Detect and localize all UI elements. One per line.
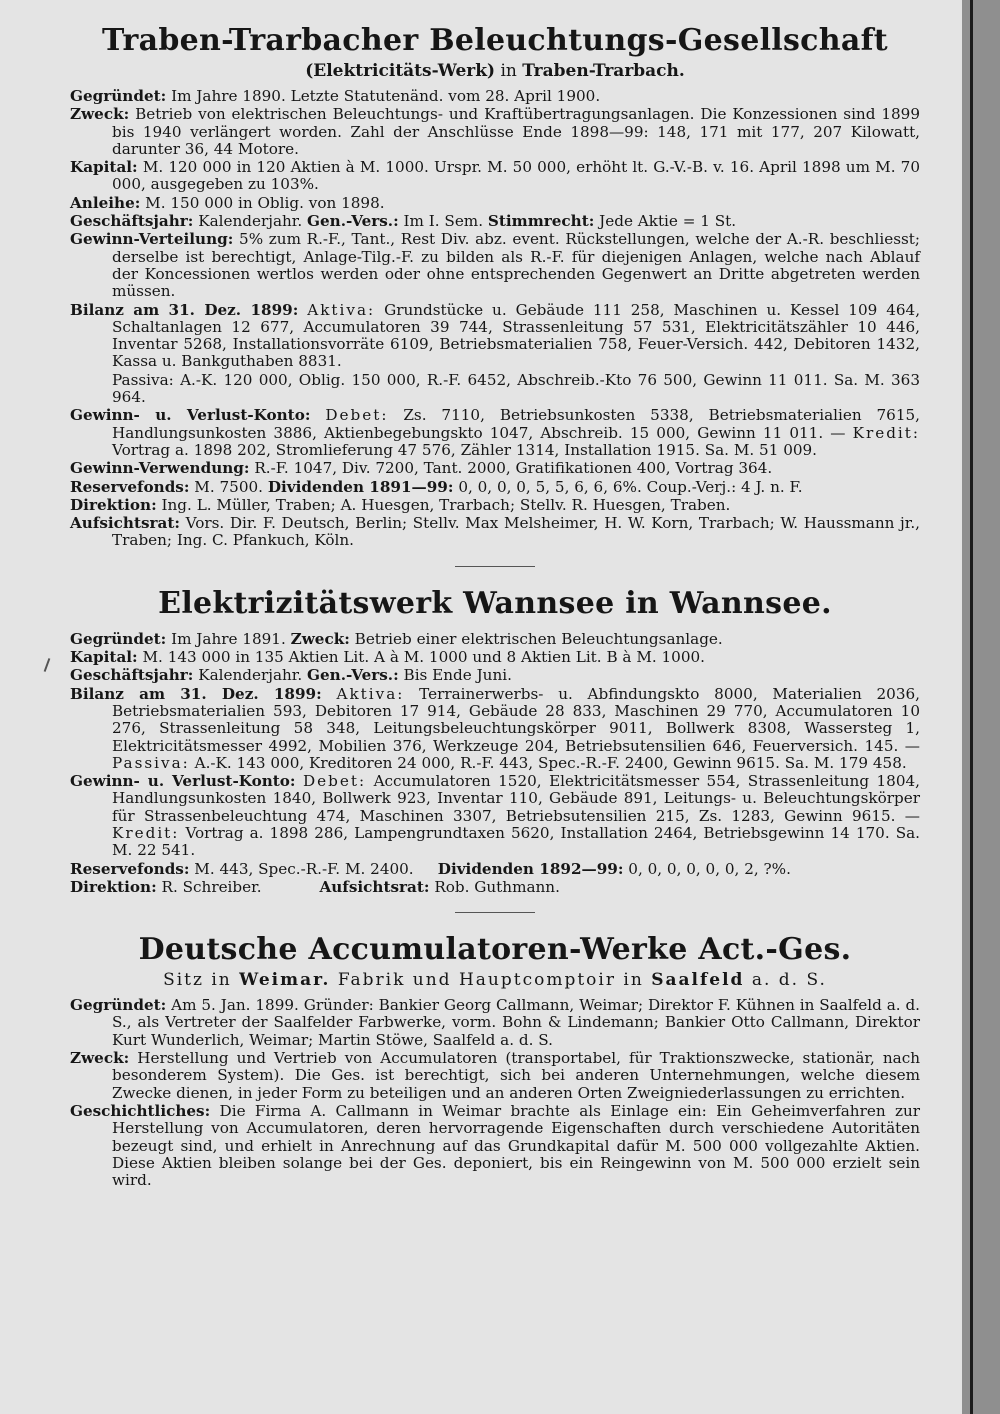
section-subtitle xyxy=(70,60,920,82)
entry-label: Gegründet: xyxy=(70,629,167,648)
entry-text: 5% zum R.-F., Tant., Rest Div. abz. event. Rückstellungen, welche der A.-R. beschliesst; derselbe ist berechtigt, Anlage-Tilg.-F. zu bilden als R.-F. für diejenigen Anlagen, welche nach Ablauf der Koncessionen wertlos werden oder ohne entsprechenden Gegenwert an Dritte abgetreten werden müssen. xyxy=(112,230,921,301)
entry-gegruendet xyxy=(70,631,920,648)
section-wannsee xyxy=(70,585,920,896)
entry-text: Kalenderjahr. xyxy=(198,666,303,685)
entry-label: Gewinn- u. Verlust-Konto: xyxy=(70,406,311,425)
entry-label: Reservefonds: xyxy=(70,477,190,496)
entry-text: Terrainerwerbs- u. Abfindungskto 8000, Materialien 2036, Betriebsmaterialien 593, Debitoren 17 914, Gebäude 28 833, Maschinen 29 770, Accumulatoren 10 276, Strassenleitung 58 348, Leitungsbeleuchtungskörper 9011, Bollwerk 8308, Wassersteg 1, Elektricitätsmesser 4992, Mobilien 376, Werkzeuge 204, Betriebsutensilien 646, Feuerversich. 145. — xyxy=(112,684,920,755)
entry-label: Zweck: xyxy=(290,629,350,648)
entry-label: Gen.-Vers.: xyxy=(307,666,399,685)
entry-text: Accumulatoren 1520, Elektricitätsmesser 554, Strassenleitung 1804, Handlungsunkosten 1840, Bollwerk 923, Inventar 110, Gebäude 891, Leitungs- u. Beleuchtungskörper für Strassenbeleuchtung 474, Maschinen 3307, Betriebsutensilien 215, Zs. 1283, Gewinn 9615. — xyxy=(112,772,920,825)
entry-zweck xyxy=(70,1050,920,1102)
section-title: Elektrizitätswerk Wannsee in Wannsee. xyxy=(158,585,832,621)
aktiva-label: Aktiva: xyxy=(336,684,405,703)
entry-kapital xyxy=(70,649,920,666)
entry-text: M. 120 000 in 120 Aktien à M. 1000. Urspr. M. 50 000, erhöht lt. G.-V.-B. v. 16. April 1898 um M. 70 000, ausgegeben zu 103%. xyxy=(112,158,920,194)
entry-label: Dividenden 1891—99: xyxy=(267,477,454,496)
section-divider xyxy=(455,912,535,913)
aktiva-label: Aktiva: xyxy=(307,300,376,319)
section-subtitle xyxy=(70,969,920,991)
entry-text: Vortrag a. 1898 286, Lampengrundtaxen 5620, Installation 2464, Betriebsgewinn 14 170. Sa. M. 22 541. xyxy=(112,823,920,860)
page-edge-line xyxy=(970,0,973,1414)
entry-label: Gewinn- u. Verlust-Konto: xyxy=(70,772,296,791)
subtitle-b: Weimar. xyxy=(239,970,331,991)
passiva-label: Passiva: xyxy=(112,753,190,772)
entry-text: Grundstücke u. Gebäude 111 258, Maschinen u. Kessel 109 464, Schaltanlagen 12 677, Accumulatoren 39 744, Strassenleitung 57 531, Elektricitätszähler 10 446, Inventar 5268, Installationsvorräte 6109, Betriebsmaterialien 758, Feuer-Versich. 442, Debitoren 1432, Kassa u. Bankguthaben 8831. xyxy=(112,300,921,371)
entry-label: Bilanz am 31. Dez. 1899: xyxy=(70,684,322,703)
entry-geschaeftsjahr xyxy=(70,213,920,230)
subtitle-d: Saalfeld xyxy=(651,970,745,991)
entry-label: Gegründet: xyxy=(70,996,167,1015)
entry-label: Stimmrecht: xyxy=(487,212,595,231)
entry-label: Geschichtliches: xyxy=(70,1101,211,1120)
entry-direktion xyxy=(70,497,920,514)
entry-kapital xyxy=(70,159,920,194)
entry-text: Vors. Dir. F. Deutsch, Berlin; Stellv. Max Melsheimer, H. W. Korn, Trarbach; W. Haussmann jr., Traben; Ing. C. Pfankuch, Köln. xyxy=(112,514,921,550)
entry-guv xyxy=(70,407,920,459)
entry-label: Anleihe: xyxy=(70,193,141,212)
subtitle-mid: in xyxy=(500,61,517,81)
debet-label: Debet: xyxy=(325,406,389,425)
page-content xyxy=(70,14,920,1190)
entry-bilanz xyxy=(70,686,920,772)
margin-mark xyxy=(44,658,51,672)
entry-label: Kapital: xyxy=(70,158,138,177)
entry-label: Geschäftsjahr: xyxy=(70,666,194,685)
entry-text: M. 443, Spec.-R.-F. M. 2400. xyxy=(194,859,414,878)
entry-gegruendet xyxy=(70,88,920,105)
entry-text: 0, 0, 0, 0, 0, 0, 2, ?%. xyxy=(628,859,791,878)
entry-geschaeftsjahr xyxy=(70,667,920,684)
subtitle-a: Sitz in xyxy=(163,970,232,991)
entry-reservefonds xyxy=(70,861,920,878)
entry-geschichtliches xyxy=(70,1103,920,1189)
entry-label: Zweck: xyxy=(70,1049,130,1068)
entry-text: Die Firma A. Callmann in Weimar brachte als Einlage ein: Ein Geheimverfahren zur Herstellung von Accumulatoren, deren hervorragende Eigenschaften durch verschiedene Autoritäten bezeugt sind, und erhielt in Anrechnung auf das Grundkapital dafür M. 500 000 vollgezahlte Aktien. Diese Aktien bleiben solange bei der Ges. deponiert, bis ein Reingewinn von M. 500 000 erzielt sein wird. xyxy=(112,1101,920,1190)
entry-guv xyxy=(70,773,920,859)
entry-label: Gewinn-Verteilung: xyxy=(70,230,234,249)
entry-text: A.-K. 143 000, Kreditoren 24 000, R.-F. 443, Spec.-R.-F. 2400, Gewinn 9615. Sa. M. 179 458. xyxy=(194,753,907,772)
entry-text: Im I. Sem. xyxy=(403,212,484,231)
entry-passiva xyxy=(70,372,920,407)
entry-aufsichtsrat xyxy=(70,515,920,550)
passiva-label: Passiva: xyxy=(112,370,174,389)
entry-label: Gewinn-Verwendung: xyxy=(70,459,250,478)
section-divider xyxy=(455,566,535,567)
page-edge xyxy=(962,0,1000,1414)
entry-label: Reservefonds: xyxy=(70,859,190,878)
entry-text: Vortrag a. 1898 202, Stromlieferung 47 576, Zähler 1314, Installation 1915. Sa. M. 51 009. xyxy=(112,440,818,459)
entry-label: Gegründet: xyxy=(70,87,167,105)
entry-text: M. 7500. xyxy=(194,477,263,496)
entry-label: Aufsichtsrat: xyxy=(319,877,430,896)
debet-label: Debet: xyxy=(303,772,367,791)
subtitle-c: Fabrik und Hauptcomptoir in xyxy=(337,970,644,991)
entry-text: M. 150 000 in Oblig. von 1898. xyxy=(145,193,385,212)
entry-text: Betrieb von elektrischen Beleuchtungs- und Kraftübertragungsanlagen. Die Konzessionen sind 1899 bis 1940 verlängert worden. Zahl der Anschlüsse Ende 1898—99: 148, 171 mit 177, 207 Kilowatt, darunter 36, 44 Motore. xyxy=(112,105,920,158)
entry-zweck xyxy=(70,106,920,158)
entry-label: Geschäftsjahr: xyxy=(70,212,194,231)
subtitle-place: Traben-Trarbach. xyxy=(522,61,685,81)
entry-text: A.-K. 120 000, Oblig. 150 000, R.-F. 6452, Abschreib.-Kto 76 500, Gewinn 11 011. Sa. M. 363 964. xyxy=(112,370,921,407)
entry-text: R. Schreiber. xyxy=(161,877,262,896)
entry-text: Im Jahre 1891. xyxy=(171,629,286,648)
section-title: Deutsche Accumulatoren-Werke Act.-Ges. xyxy=(138,932,852,968)
entry-text: Kalenderjahr. xyxy=(198,212,303,231)
section-traben-trarbach xyxy=(70,22,920,550)
entry-gegruendet xyxy=(70,997,920,1049)
entry-reservefonds xyxy=(70,479,920,496)
entry-text: R.-F. 1047, Div. 7200, Tant. 2000, Gratifikationen 400, Vortrag 364. xyxy=(254,459,773,478)
entry-bilanz xyxy=(70,302,920,371)
entry-label: Aufsichtsrat: xyxy=(70,514,180,533)
entry-label: Direktion: xyxy=(70,877,157,896)
section-title: Traben-Trarbacher Beleuchtungs-Gesellschaft xyxy=(102,23,888,58)
entry-text: Am 5. Jan. 1899. Gründer: Bankier Georg Callmann, Weimar; Direktor F. Kühnen in Saalfeld a. d. S., als Vertreter der Saalfelder Farbwerke, vorm. Bohn & Lindemann; Bankier Otto Callmann, Direktor Kurt Wunderlich, Weimar; Martin Stöwe, Saalfeld a. d. S. xyxy=(112,996,921,1049)
entry-text: Herstellung und Vertrieb von Accumulatoren (transportabel, für Traktionszwecke, stationär, nach besonderem System). Die Ges. ist berechtigt, sich bei anderen Unternehmungen, welche diesem Zwecke dienen, in jeder Form zu beteiligen und an anderen Orten Zweigniederlassungen zu errichten. xyxy=(112,1049,920,1102)
entry-label: Direktion: xyxy=(70,495,157,514)
entry-text: Ing. L. Müller, Traben; A. Huesgen, Trarbach; Stellv. R. Huesgen, Traben. xyxy=(161,495,731,514)
kredit-label: Kredit: xyxy=(112,823,180,842)
entry-label: Dividenden 1892—99: xyxy=(437,859,624,878)
entry-label: Gen.-Vers.: xyxy=(307,212,399,231)
subtitle-prefix: (Elektricitäts-Werk) xyxy=(305,61,496,81)
entry-text: Jede Aktie = 1 St. xyxy=(599,212,737,231)
entry-text: Im Jahre 1890. Letzte Statutenänd. vom 28. April 1900. xyxy=(171,87,601,105)
entry-gewinn-verteilung xyxy=(70,231,920,300)
entry-text: M. 143 000 in 135 Aktien Lit. A à M. 1000 und 8 Aktien Lit. B à M. 1000. xyxy=(142,648,706,667)
entry-direktion xyxy=(70,879,920,896)
entry-gewinn-verwendung xyxy=(70,460,920,477)
entry-text: Rob. Guthmann. xyxy=(434,877,560,896)
kredit-label: Kredit: xyxy=(852,423,921,442)
entry-label: Kapital: xyxy=(70,648,138,667)
entry-label: Bilanz am 31. Dez. 1899: xyxy=(70,300,299,319)
entry-text: Bis Ende Juni. xyxy=(403,666,512,685)
section-accumulatoren xyxy=(70,931,920,1189)
entry-text: 0, 0, 0, 0, 5, 5, 6, 6, 6%. Coup.-Verj.: 4 J. n. F. xyxy=(458,477,803,496)
subtitle-e: a. d. S. xyxy=(751,970,827,991)
entry-text: Betrieb einer elektrischen Beleuchtungsanlage. xyxy=(354,629,723,648)
entry-label: Zweck: xyxy=(70,105,130,124)
entry-text: Zs. 7110, Betriebsunkosten 5338, Betriebsmaterialien 7615, Handlungsunkosten 3886, Aktienbegebungskto 1047, Abschreib. 15 000, Gewinn 11 011. — xyxy=(112,406,920,442)
entry-anleihe xyxy=(70,195,920,212)
